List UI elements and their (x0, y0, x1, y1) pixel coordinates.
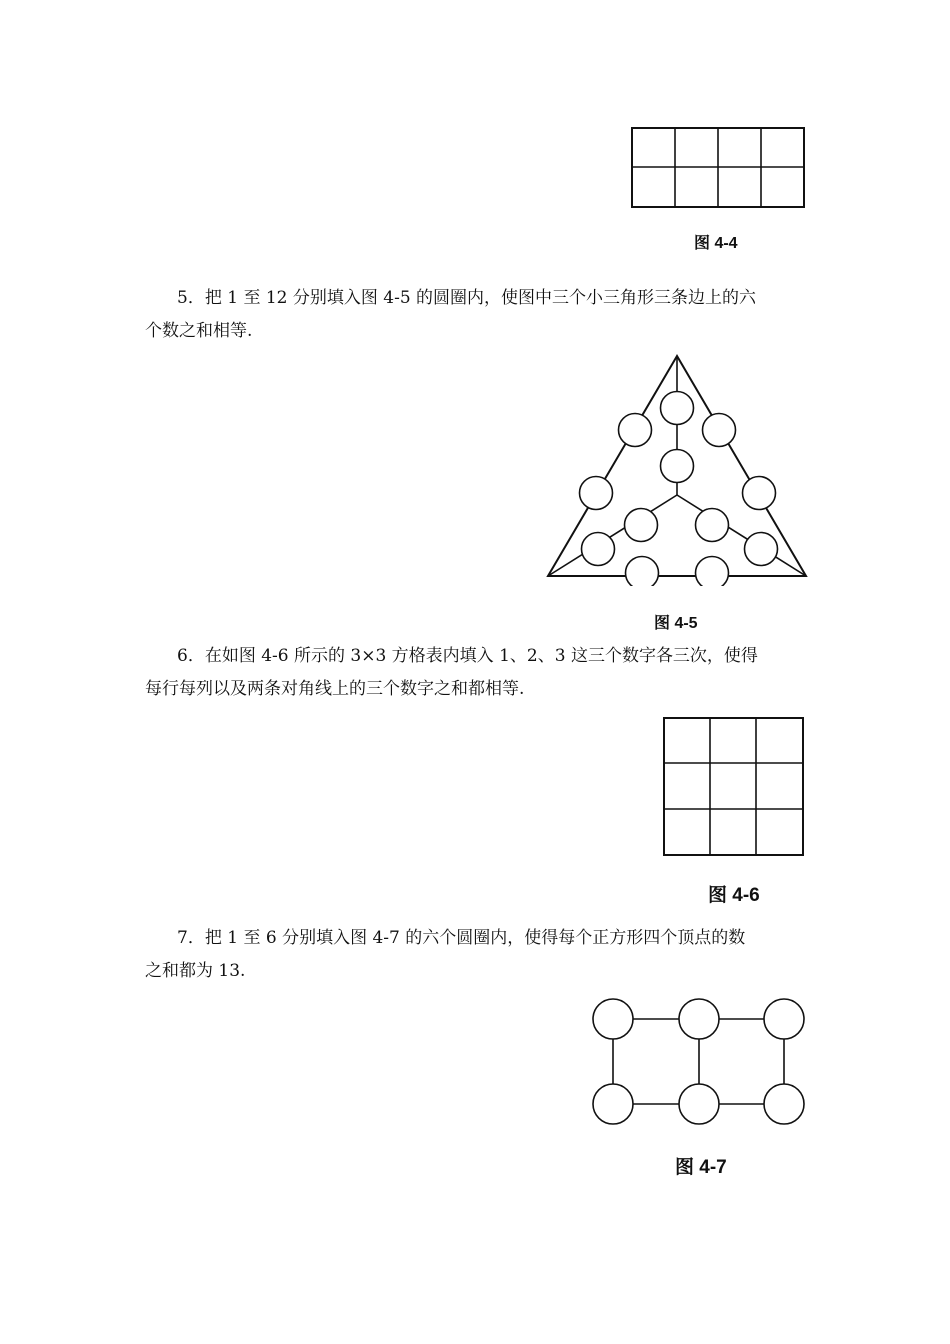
triangle-circle (625, 509, 658, 542)
square-vertex-circle (679, 1084, 719, 1124)
figure-4-4-grid (630, 126, 806, 210)
triangle-circle (703, 414, 736, 447)
problem-6-line-1: 6．在如图 4-6 所示的 3×3 方格表内填入 1、2、3 这三个数字各三次，使得 (177, 646, 758, 666)
triangle-circle (743, 477, 776, 510)
triangle-circle (696, 557, 729, 587)
problem-7-line-2: 之和都为 13. (145, 961, 246, 981)
triangle-circle (582, 533, 615, 566)
problem-6-line-2: 每行每列以及两条对角线上的三个数字之和都相等. (145, 679, 525, 699)
figure-4-4-caption: 图 4-4 (694, 235, 738, 252)
square-vertex-circle (764, 999, 804, 1039)
triangle-circle (619, 414, 652, 447)
triangle-circle (745, 533, 778, 566)
triangle-circle (580, 477, 613, 510)
figure-4-6-grid (662, 716, 806, 858)
figure-4-7-squares (586, 992, 812, 1132)
square-vertex-circle (593, 1084, 633, 1124)
triangle-circle (661, 392, 694, 425)
triangle-circle (696, 509, 729, 542)
figure-4-7-caption: 图 4-7 (675, 1157, 727, 1178)
figure-4-5-caption: 图 4-5 (654, 615, 698, 632)
problem-7-line-1: 7．把 1 至 6 分别填入图 4-7 的六个圆圈内，使得每个正方形四个顶点的数 (177, 928, 746, 948)
problem-6-text (145, 640, 810, 706)
square-vertex-circle (593, 999, 633, 1039)
figure-4-6-caption: 图 4-6 (708, 885, 760, 906)
problem-7-text (145, 922, 810, 988)
problem-5-line-2: 个数之和相等. (145, 321, 253, 341)
triangle-circle (626, 557, 659, 587)
figure-4-5-triangle (540, 350, 816, 586)
square-vertex-circle (764, 1084, 804, 1124)
triangle-circle (661, 450, 694, 483)
problem-5-text (145, 282, 810, 348)
problem-5-line-1: 5．把 1 至 12 分别填入图 4-5 的圆圈内，使图中三个小三角形三条边上的六 (177, 288, 757, 308)
square-vertex-circle (679, 999, 719, 1039)
